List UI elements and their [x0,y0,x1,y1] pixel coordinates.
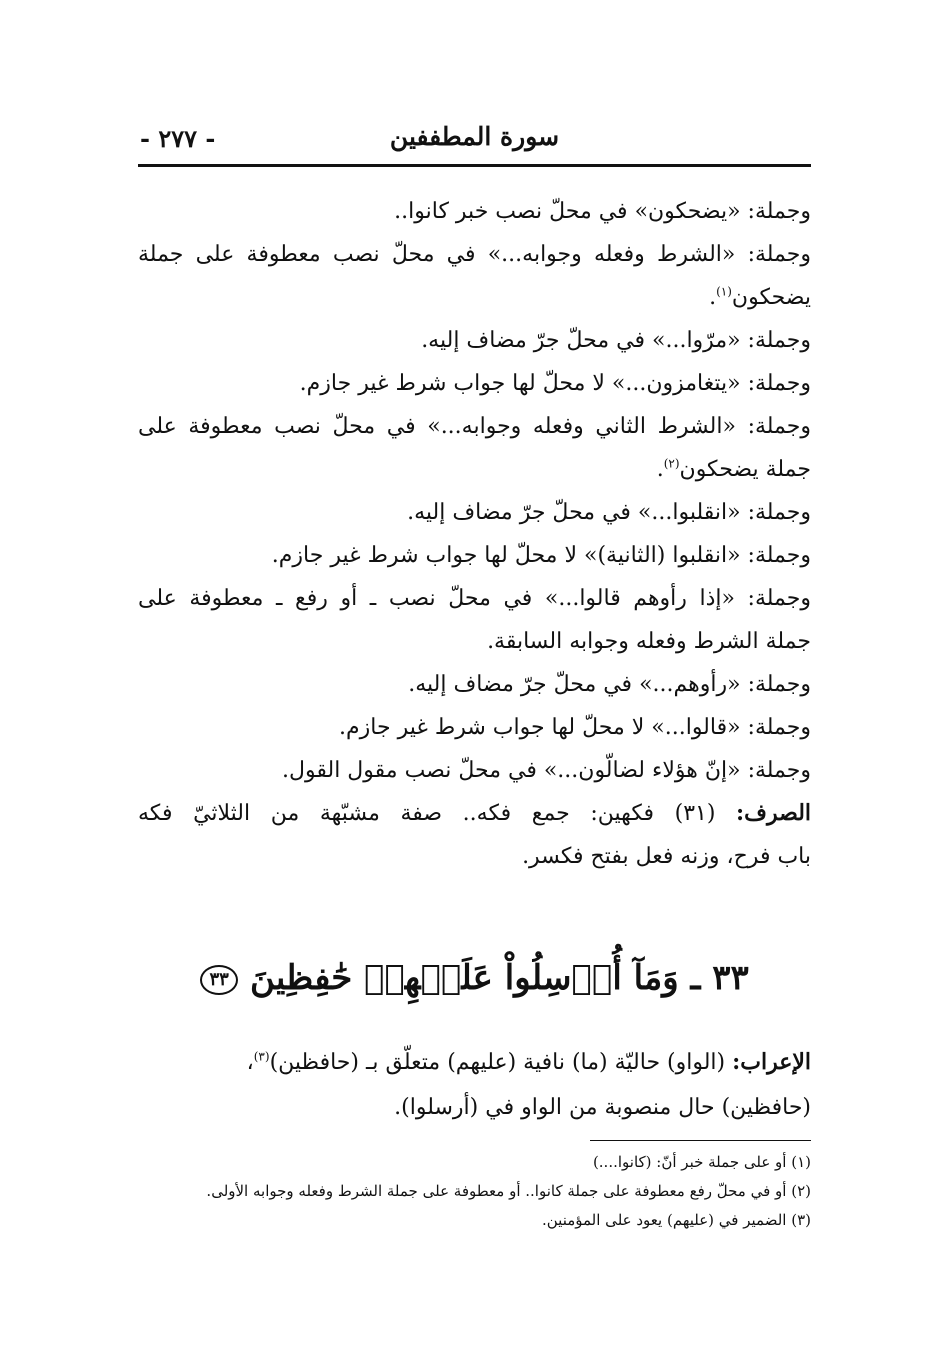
irab-line-end: ، [246,1050,254,1075]
footnote: (١) أو على جملة خبر أنّ: (كانوا....) [592,1153,811,1171]
analysis-line: وجملة: «رأوهم...» في محلّ جرّ مضاف إليه. [408,672,811,697]
page-number: - ٢٧٧ - [140,124,216,153]
footnote-divider [590,1140,811,1141]
irab-label: الإعراب: [732,1049,811,1075]
footnote-ref: (١) [716,284,732,299]
analysis-line: يضحكون$^{(١)}$. [709,284,811,310]
irab-section [138,1040,811,1130]
analysis-line-text: يضحكون [731,285,811,310]
irab-line [138,1040,811,1085]
footnotes [128,1148,811,1235]
sarf-line [138,792,811,835]
sarf-label: الصرف: [736,800,811,826]
analysis-line: وجملة: «إذا رأوهم قالوا...» في محلّ نصب ـ أو رفع ـ معطوفة على [138,586,811,611]
analysis-line: وجملة: «إنّ هؤلاء لضالّون...» في محلّ نصب مقول القول. [282,758,811,783]
analysis-line-text: جملة يضحكون [679,457,811,482]
analysis-line: وجملة: «قالوا...» لا محلّ لها جواب شرط غير جازم. [339,715,811,740]
footnote-ref: (٣) [253,1049,270,1064]
analysis-line: وجملة: «انقلبوا...» في محلّ جرّ مضاف إليه. [407,500,811,525]
analysis-line: وجملة: «انقلبوا (الثانية)» لا محلّ لها جواب شرط غير جازم. [271,543,811,568]
quran-verse [138,948,811,1008]
analysis-line: وجملة: «يضحكون» في محلّ نصب خبر كانوا.. [394,199,811,224]
analysis-line: جملة يضحكون$^{(٢)}$. [656,456,811,482]
irab-line: (حافظين) حال منصوبة من الواو في (أرسلوا). [394,1095,811,1120]
footnote: (٣) الضمير في (عليهم) يعود على المؤمنين. [541,1211,811,1229]
analysis-line: وجملة: «مرّوا...» في محلّ جرّ مضاف إليه. [421,328,811,353]
footnote: (٢) أو في محلّ رفع معطوفة على جملة كانوا.. أو معطوفة على جملة الشرط وفعله وجوابه الأولى. [206,1182,811,1200]
analysis-line: جملة الشرط وفعله وجوابه السابقة. [487,629,811,654]
footnote-ref: (٢) [663,456,680,471]
grammar-analysis [138,190,811,878]
analysis-line: وجملة: «الشرط وفعله وجوابه...» في محلّ نصب معطوفة على جملة [138,242,811,267]
analysis-line: وجملة: «الشرط الثاني وفعله وجوابه...» في محلّ نصب معطوفة على [138,414,811,439]
analysis-line: وجملة: «يتغامزون...» لا محلّ لها جواب شرط غير جازم. [299,371,811,396]
sarf-text: (٣١) فكهين: جمع فكه.. صفة مشبّهة من الثلاثيّ فكه [138,801,716,826]
irab-text: (الواو) حاليّة (ما) نافية (عليهم) متعلّق بـ (حافظين) [269,1050,726,1075]
verse-text: ٣٣ ـ وَمَآ أُرۡسِلُواْ عَلَيۡهِمۡ حَٰفِظِينَ [250,958,749,998]
page-header [138,118,811,167]
sarf-line: باب فرح، وزنه فعل بفتح فكسر. [522,844,811,869]
surah-title: سورة المطففين [389,122,560,151]
ayah-number-marker: ٣٣ [200,965,238,995]
